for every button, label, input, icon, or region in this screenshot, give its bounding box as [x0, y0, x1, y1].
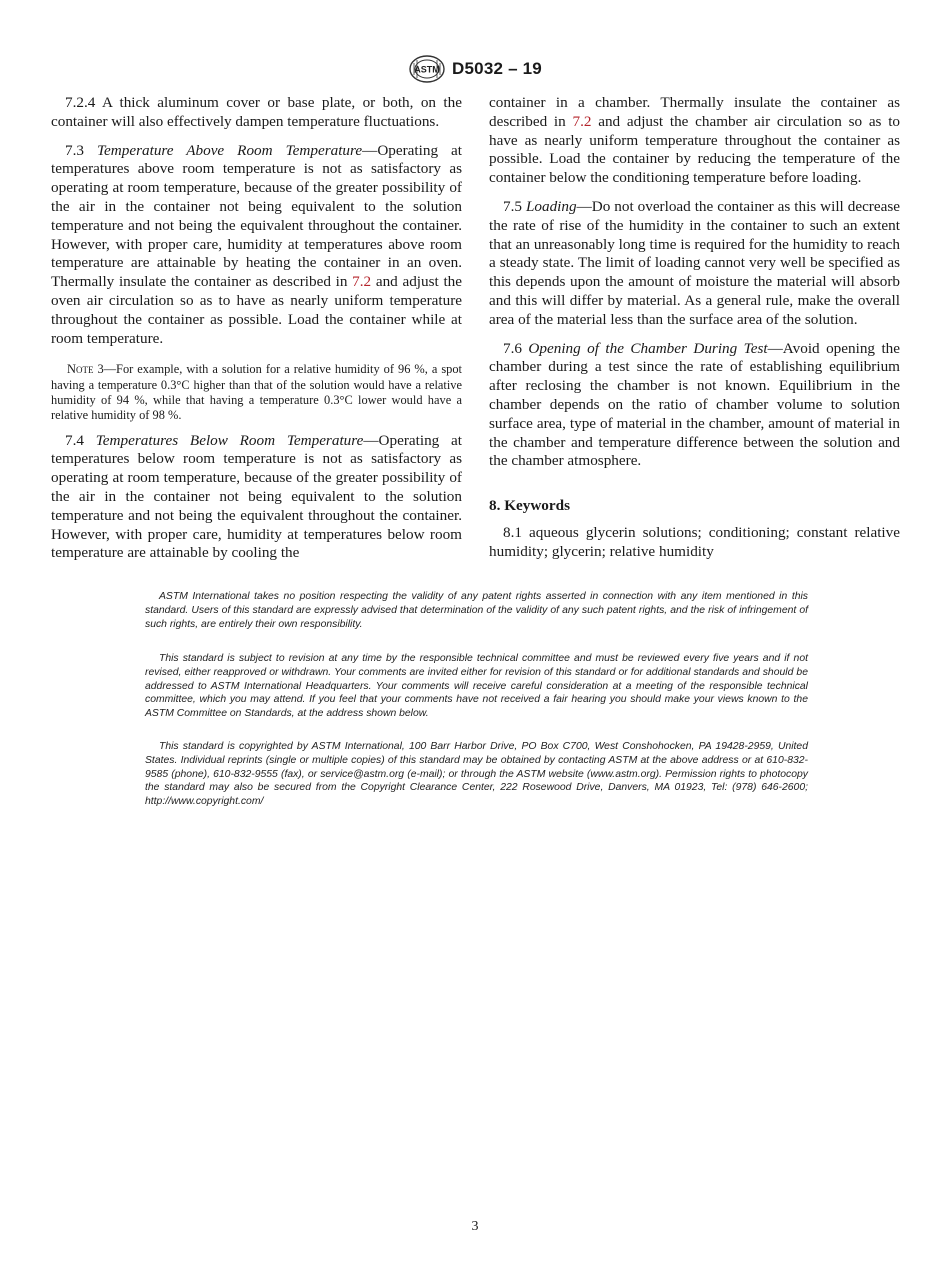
section-number: 7.6 — [503, 339, 522, 357]
section-title: Loading — [525, 197, 577, 215]
section-title: Opening of the Chamber During Test — [528, 339, 768, 357]
right-column — [489, 94, 900, 572]
paragraph-7-4: 7.4 Temperatures Below Room Temperature—Operating at temperatures below room temperature is not as satisfactory as operating at room temperature, because of the greater possibility of the air in the container not being equivalent to the solution temperature and not being the equivalent throughout the container. However, with proper care, humidity at temperatures below room temperature are attainable by cooling the — [51, 431, 462, 562]
paragraph-7-2-4: 7.2.4 A thick aluminum cover or base plate, or both, on the container will also effectively dampen temperature fluctuations. — [51, 94, 462, 130]
section-number: 7.5 — [503, 197, 522, 215]
paragraph-7-5: 7.5 Loading—Do not overload the container as this will decrease the rate of rise of the humidity in the container to such an extent that an unreasonably long time is required for the humidity to reach a steady state. The limit of loading cannot very well be specified as this depends upon the amount of moisture the material will absorb and this will differ by material. As a general rule, make the overall area of the material less than the surface area of the solution. — [489, 197, 900, 328]
footer-copyright-notice: This standard is copyrighted by ASTM International, 100 Barr Harbor Drive, PO Box C700, West Conshohocken, PA 19428-2959, United States. Individual reprints (single or multiple copies) of this standard may be obtained by contacting ASTM at the above address or at 610-832-9585 (phone), 610-832-9555 (fax), or service@astm.org (e-mail); or through the ASTM website (www.astm.org). Permission rights to photocopy the standard may also be secured from the Copyright Clearance Center, 222 Rosewood Drive, Danvers, MA 01923, Tel: (978) 646-2600; http://www.copyright.com/ — [145, 741, 808, 808]
footer-revision-notice: This standard is subject to revision at any time by the responsible technical committee and must be reviewed every five years and if not revised, either reapproved or withdrawn. Your comments are invited either for revision of this standard or for additional standards and should be addressed to ASTM International Headquarters. Your comments will receive careful consideration at a meeting of the responsible technical committee, which you may attend. If you feel that your comments have not received a fair hearing you should make your views known to the ASTM Committee on Standards, at the address shown below. — [145, 653, 808, 720]
footer-patent-notice: ASTM International takes no position respecting the validity of any patent rights asserted in connection with any item mentioned in this standard. Users of this standard are expressly advised that determination of the validity of any such patent rights, and the risk of infringement of such rights, are entirely their own responsibility. — [145, 591, 808, 630]
paragraph-7-4-continued: container in a chamber. Thermally insulate the container as described in 7.2 and adjust the chamber air circulation so as to have as nearly uniform temperature throughout the container as possible. Load the container by reducing the temperature of the container below the conditioning temperature before loading. — [489, 94, 901, 187]
left-column — [51, 94, 462, 573]
section-link-7-2[interactable]: 7.2 — [352, 273, 372, 291]
note-label: Note 3 — [67, 362, 104, 377]
note-3: Note 3—For example, with a solution for a relative humidity of 96 %, a spot having a temperature 0.3°C higher than that of the solution would have a relative humidity of 94 %, while that having a temperature 0.3°C lower would have a relative humidity of 98 %. — [51, 362, 462, 423]
page-header — [0, 54, 950, 82]
svg-text:ASTM: ASTM — [414, 64, 440, 75]
page-number: 3 — [471, 1219, 479, 1234]
paragraph-7-3: 7.3 Temperature Above Room Temperature—Operating at temperatures above room temperature is not as satisfactory as operating at room temperature, because of the greater possibility of the air in the container not being equivalent to the solution temperature and not being the equivalent throughout the container. However, with proper care, humidity at temperatures above room temperature are attainable by heating the container in an oven. Thermally insulate the container as described in 7.2 and adjust the oven air circulation so as to have as nearly uniform temperature throughout the container as possible. Load the container while at room temperature. — [51, 141, 463, 347]
document-id: D5032 – 19 — [452, 59, 542, 78]
section-title: Temperature Above Room Temperature — [97, 141, 363, 159]
section-heading-keywords: 8. Keywords — [489, 497, 570, 515]
section-number: 7.3 — [65, 141, 84, 159]
paragraph-8-1: 8.1 aqueous glycerin solutions; conditioning; constant relative humidity; glycerin; relative humidity — [489, 523, 900, 560]
paragraph-7-6: 7.6 Opening of the Chamber During Test—Avoid opening the chamber during a test since the rate of establishing equilibrium after reclosing the chamber is not known. Equilibrium in the chamber depends on the ratio of chamber volume to solution surface area, type of material in the chamber, amount of material in the chamber and temperature difference between the solution and the chamber atmosphere. — [489, 339, 900, 470]
astm-logo-icon — [408, 54, 446, 84]
section-link-7-2[interactable]: 7.2 — [572, 112, 592, 130]
section-title: Temperatures Below Room Temperature — [95, 431, 364, 449]
section-number: 7.4 — [65, 431, 84, 449]
